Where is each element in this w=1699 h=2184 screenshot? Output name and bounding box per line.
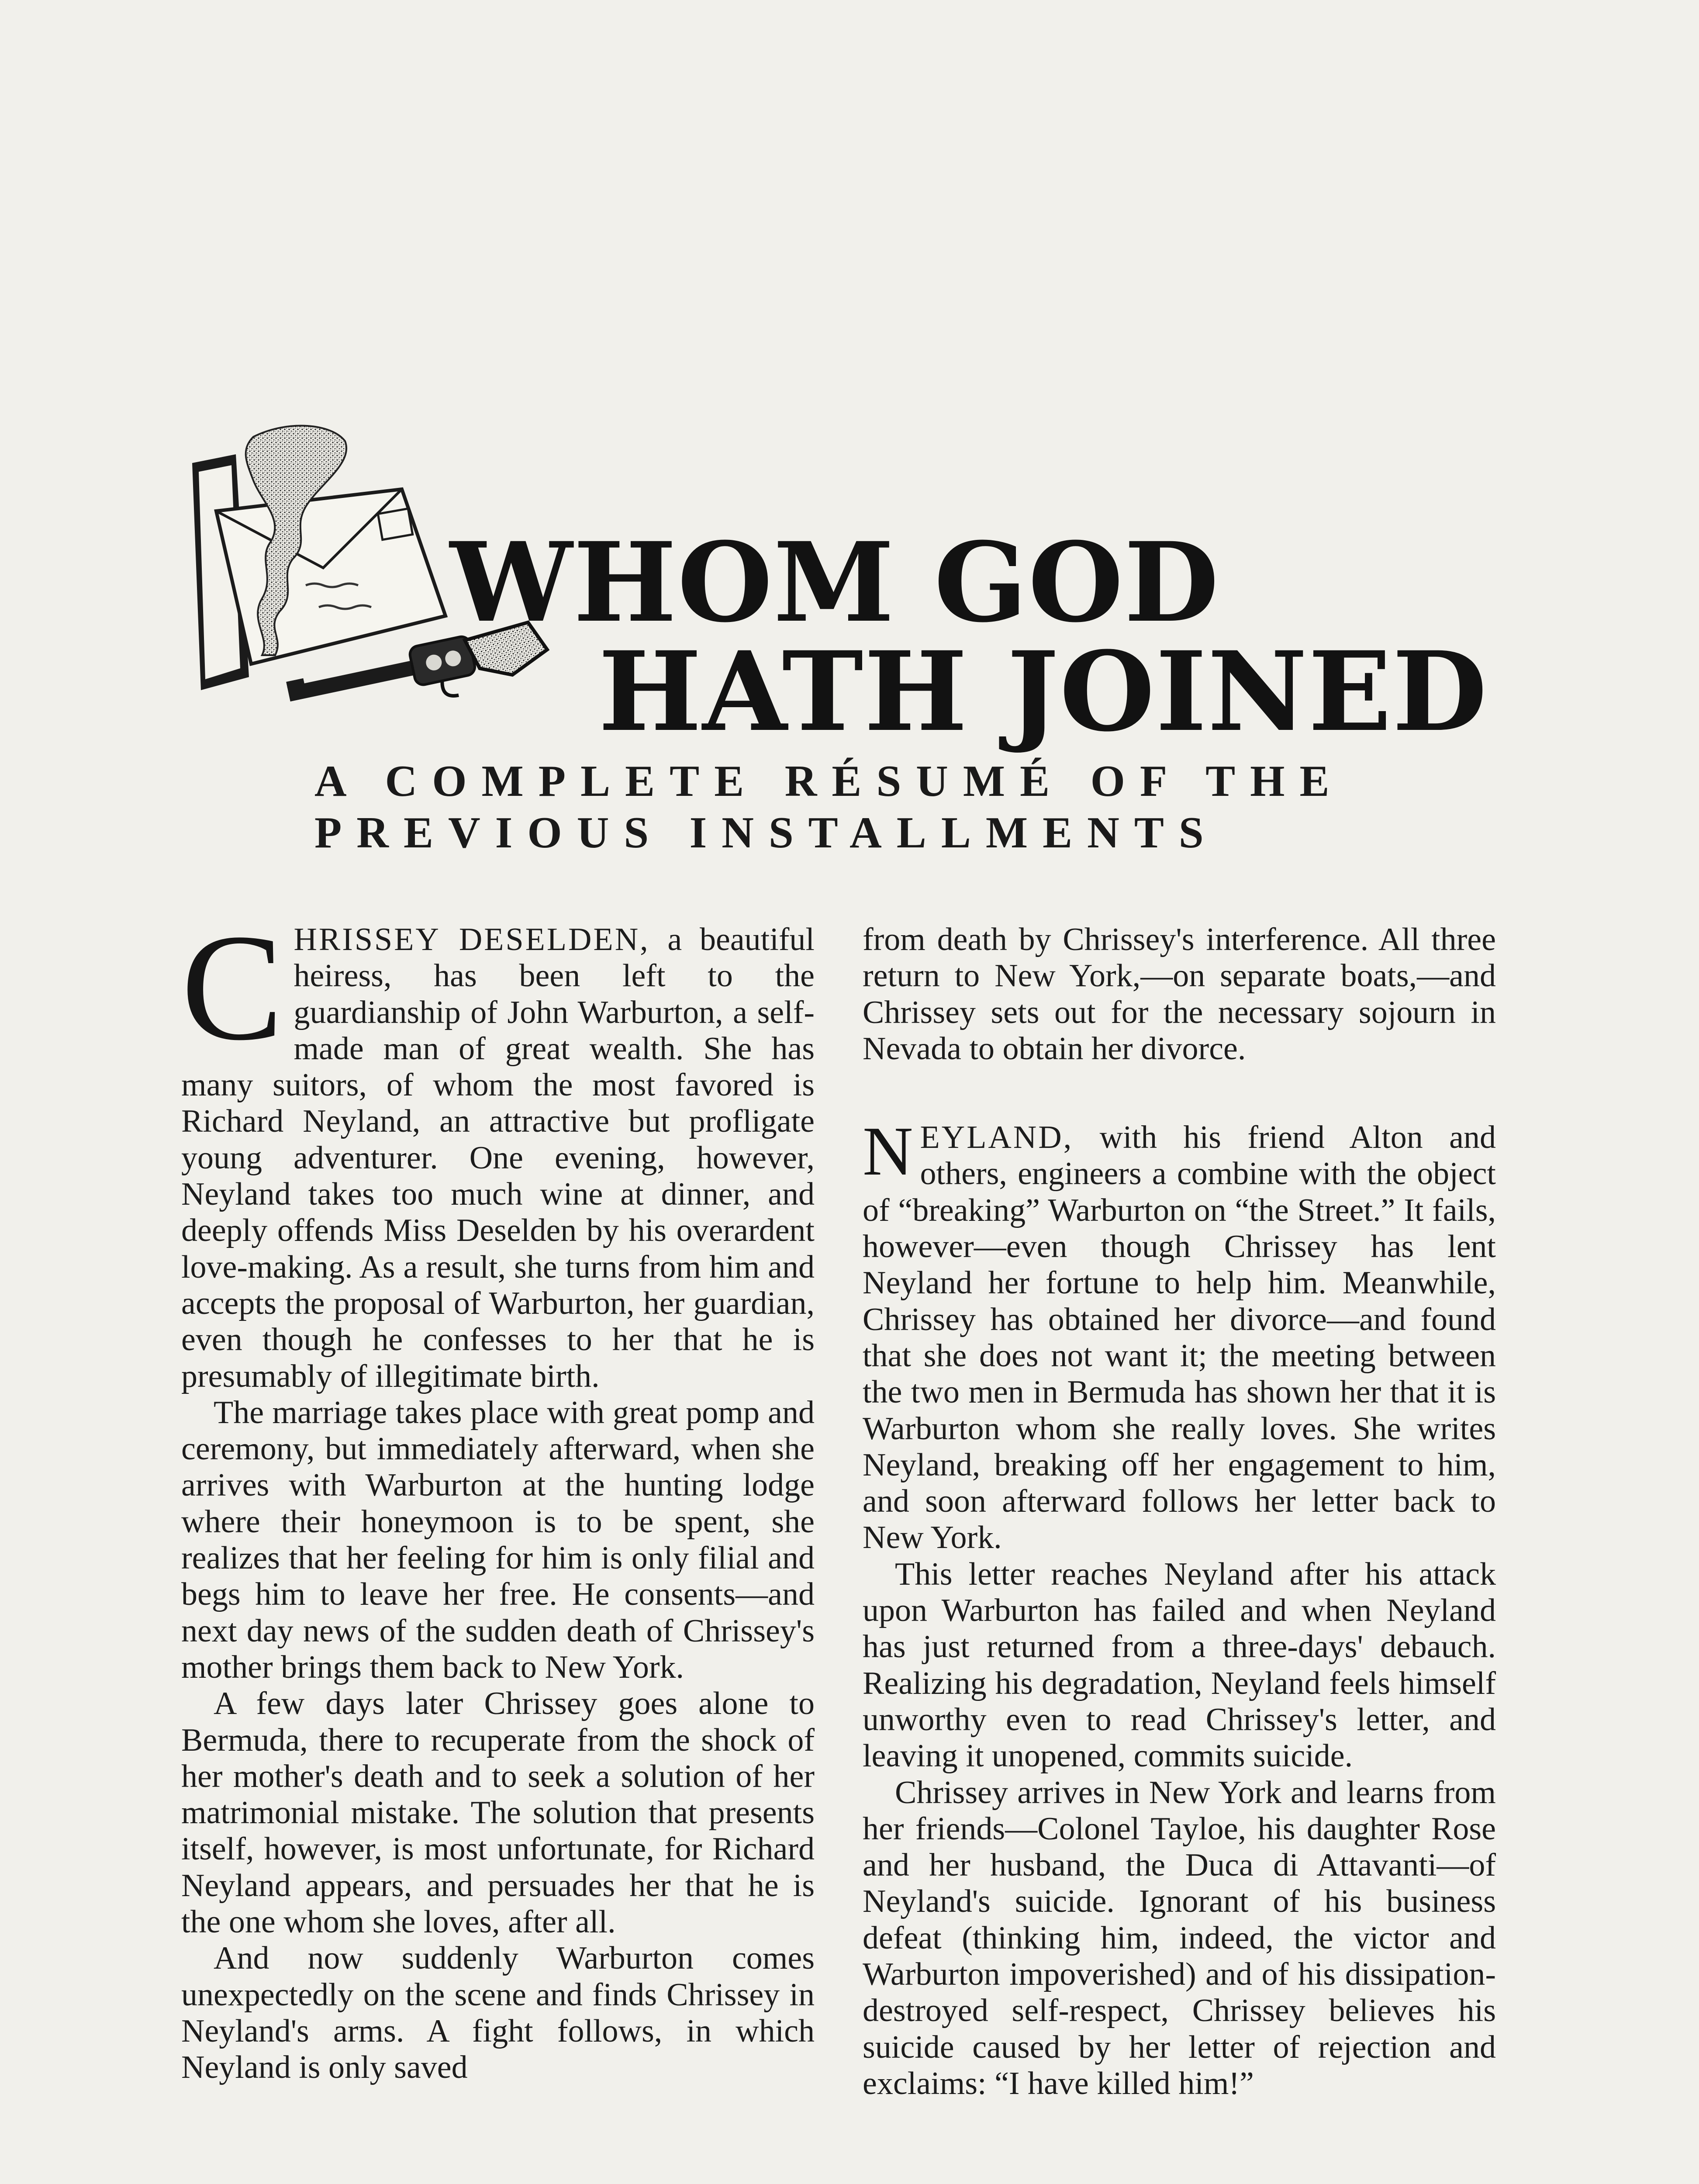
left-paragraph-4: And now suddenly Warburton comes unexpectedly on the scene and finds Chrissey in Neyland's arms. A fight follows, in which Neyland is only saved [181,1940,815,2086]
drop-cap: C [181,902,283,1072]
right-paragraph-1: from death by Chrissey's interference. All three return to New York,—on separate boats,—and Chrissey sets out for the necessary sojourn in Nevada to obtain her divorce. [863,922,1496,1067]
right-paragraph-3: This letter reaches Neyland after his attack upon Warburton has failed and when Neyland has just returned from a three-days' debauch. Realizing his degradation, Neyland feels himself unworthy even to read Chrissey's letter, and leaving it unopened, commits suicide. [863,1556,1496,1774]
paragraph-text: a beautiful heiress, has been left to the guardianship of John Warburton, a self-made man of great wealth. She has many suitors, of whom the most favored is Richard Neyland, an attractive but profligate young adventurer. One evening, however, Neyland takes too much wine at dinner, and deeply offends Miss Deselden by his overardent love-making. As a result, she turns from him and accepts the proposal of Warburton, her guardian, even though he confesses to her that he is presumably of illegitimate birth. [181,922,815,1394]
left-paragraph-3: A few days later Chrissey goes alone to Bermuda, there to recuperate from the shock of her mother's death and to seek a solution of her matrimonial mistake. The solution that presents itself, however, is most unfortunate, for Richard Neyland appears, and persuades her that he is the one whom she loves, after all. [181,1686,815,1940]
right-column [863,922,1496,2102]
left-column [181,902,815,2086]
paragraph-text: with his friend Alton and others, engineers a combine with the object of “breaking” Warburton on “the Street.” It fails, however—even though Chrissey has lent Neyland her fortune to help him. Meanwhile, Chrissey has obtained her divorce—and found that she does not want it; the meeting between the two men in Bermuda has shown her that it is Warburton whom she really loves. She writes Neyland, breaking off her engagement to him, and soon afterward follows her letter back to New York. [863,1120,1496,1556]
lead-in-caps: HRISSEY DESELDEN, [294,922,650,957]
title-line-2: HATH JOINED [598,627,1488,756]
subtitle-line-1: A COMPLETE RÉSUMÉ OF THE [314,757,1344,806]
drop-cap: N [863,1112,913,1190]
left-paragraph-2: The marriage takes place with great pomp and ceremony, but immediately afterward, when she arrives with Warburton at the hunting lodge where their honeymoon is to be spent, she realizes that her feeling for him is only filial and begs him to leave her free. He consents—and next day news of the sudden death of Chrissey's mother brings them back to New York. [181,1394,815,1685]
right-paragraph-4: Chrissey arrives in New York and learns from her friends—Colonel Tayloe, his daughter Rose and her husband, the Duca di Attavanti—of Neyland's suicide. Ignorant of his business defeat (thinking him, indeed, the victor and Warburton impoverished) and of his dissipation-destroyed self-respect, Chrissey believes his suicide caused by her letter of rejection and exclaims: “I have killed him!” [863,1774,1496,2101]
lead-in-caps: EYLAND, [920,1120,1074,1156]
right-paragraph-2 [863,1112,1496,1556]
left-paragraph-1 [181,902,815,1395]
article-title [450,518,1498,756]
subtitle-line-2: PREVIOUS INSTALLMENTS [314,808,1219,857]
title-line-1: WHOM GOD [450,518,1220,646]
article-subtitle [314,756,1371,859]
